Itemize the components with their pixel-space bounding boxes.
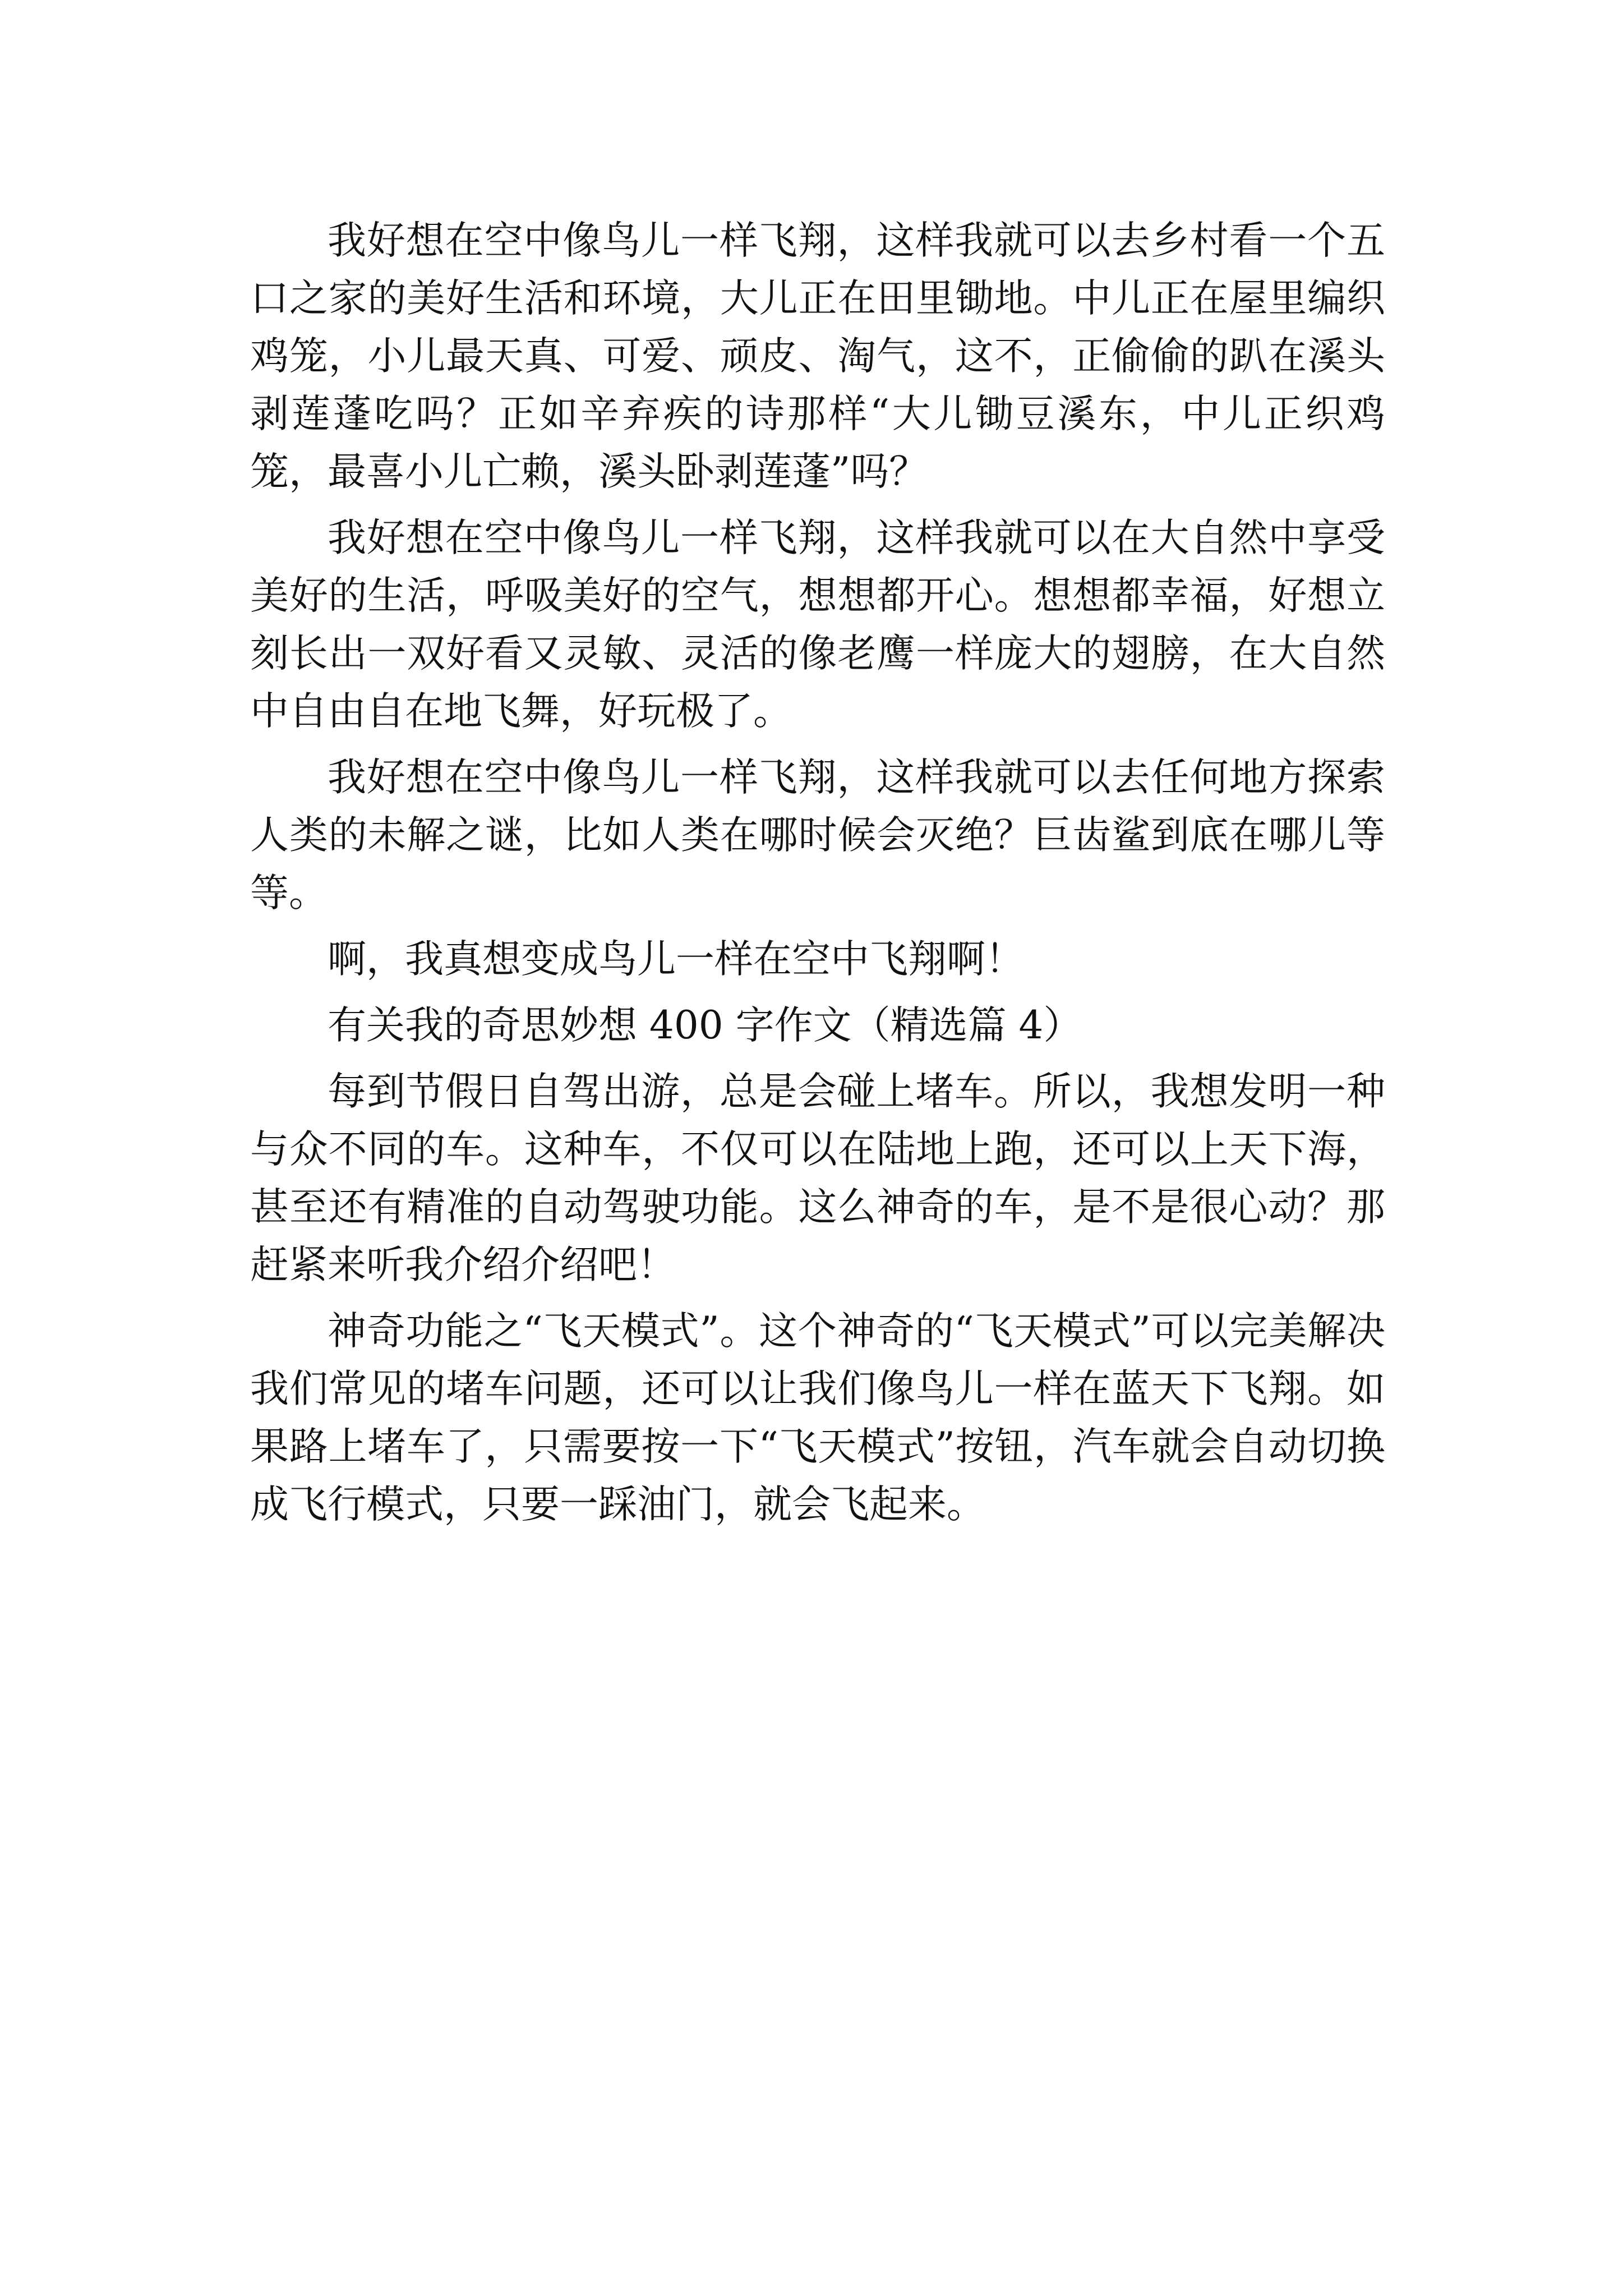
- paragraph-spacer: [250, 1055, 1385, 1063]
- paragraph-2: 我好想在空中像鸟儿一样飞翔，这样我就可以在大自然中享受美好的生活，呼吸美好的空气，想想都开心。想想都幸福，好想立刻长出一双好看又灵敏、灵活的像老鹰一样庞大的翅膀，在大自然中自由自在地飞舞，好玩极了。: [250, 516, 1385, 734]
- paragraph-spacer: [250, 740, 1385, 749]
- paragraph-spacer: [250, 501, 1385, 509]
- paragraph-6: 神奇功能之“飞天模式”。这个神奇的“飞天模式”可以完美解决我们常见的堵车问题，还可以让我们像鸟儿一样在蓝天下飞翔。如果路上堵车了，只需要按一下“飞天模式”按钮，汽车就会自动切换成飞行模式，只要一踩油门，就会飞起来。: [250, 1309, 1385, 1527]
- paragraph-spacer: [250, 922, 1385, 931]
- paragraph-3: 我好想在空中像鸟儿一样飞翔，这样我就可以去任何地方探索人类的未解之谜，比如人类在哪时候会灭绝？巨齿鲨到底在哪儿等等。: [250, 755, 1385, 915]
- document-body: [250, 212, 1385, 1534]
- paragraph-spacer: [250, 1294, 1385, 1303]
- paragraph-5: 每到节假日自驾出游，总是会碰上堵车。所以，我想发明一种与众不同的车。这种车，不仅可以在陆地上跑，还可以上天下海，甚至还有精准的自动驾驶功能。这么神奇的车，是不是很心动？那赶紧来听我介绍介绍吧！: [250, 1069, 1385, 1287]
- paragraph-1: 我好想在空中像鸟儿一样飞翔，这样我就可以去乡村看一个五口之家的美好生活和环境，大儿正在田里锄地。中儿正在屋里编织鸡笼，小儿最天真、可爱、顽皮、淘气，这不，正偷偷的趴在溪头剥莲蓬吃吗？正如辛弃疾的诗那样“大儿锄豆溪东，中儿正织鸡笼，最喜小儿亡赖，溪头卧剥莲蓬”吗？: [250, 218, 1385, 494]
- paragraph-4: 啊，我真想变成鸟儿一样在空中飞翔啊！: [328, 937, 1024, 982]
- paragraph-spacer: [250, 988, 1385, 997]
- section-heading: 有关我的奇思妙想 400 字作文（精选篇 4）: [328, 1003, 1082, 1048]
